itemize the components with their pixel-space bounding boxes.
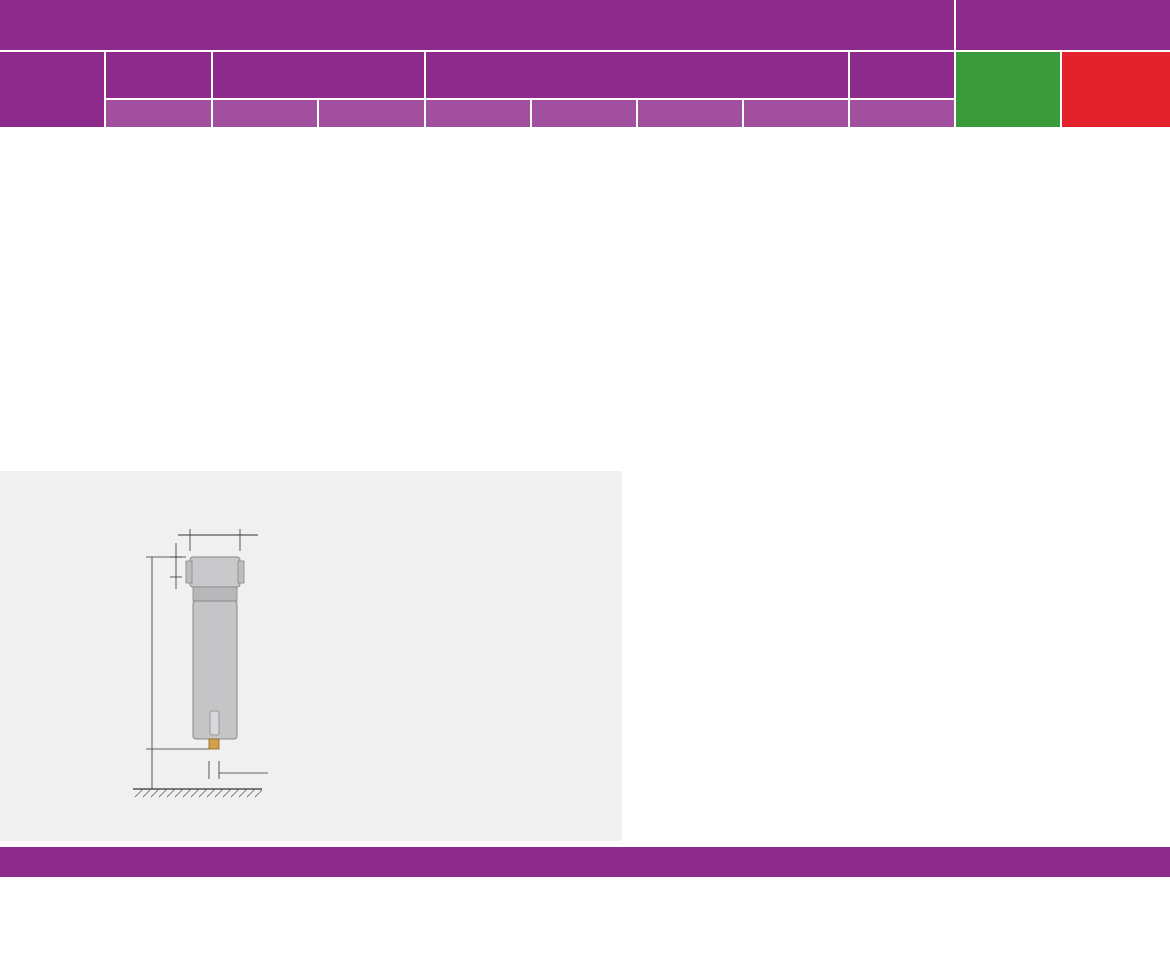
correction-factors-title	[0, 847, 1170, 877]
unit-nm3h	[213, 100, 317, 127]
technical-data-title	[0, 0, 954, 50]
header-mass	[850, 52, 954, 98]
unit-kg	[850, 100, 954, 127]
filter-drawing	[0, 471, 622, 841]
filter-dimension-diagram	[0, 471, 622, 841]
unit-B	[532, 100, 636, 127]
unit-inch	[106, 100, 211, 127]
filter-elements-title	[956, 0, 1170, 50]
header-ms-element	[956, 52, 1060, 127]
unit-C	[638, 100, 742, 127]
header-dimensions	[426, 52, 848, 98]
unit-scfm	[319, 100, 424, 127]
header-filter-model	[0, 52, 104, 127]
unit-A	[426, 100, 530, 127]
header-pipe-size	[106, 52, 211, 98]
unit-D	[744, 100, 848, 127]
header-flow-rate	[213, 52, 424, 98]
header-ss-element	[1062, 52, 1170, 127]
